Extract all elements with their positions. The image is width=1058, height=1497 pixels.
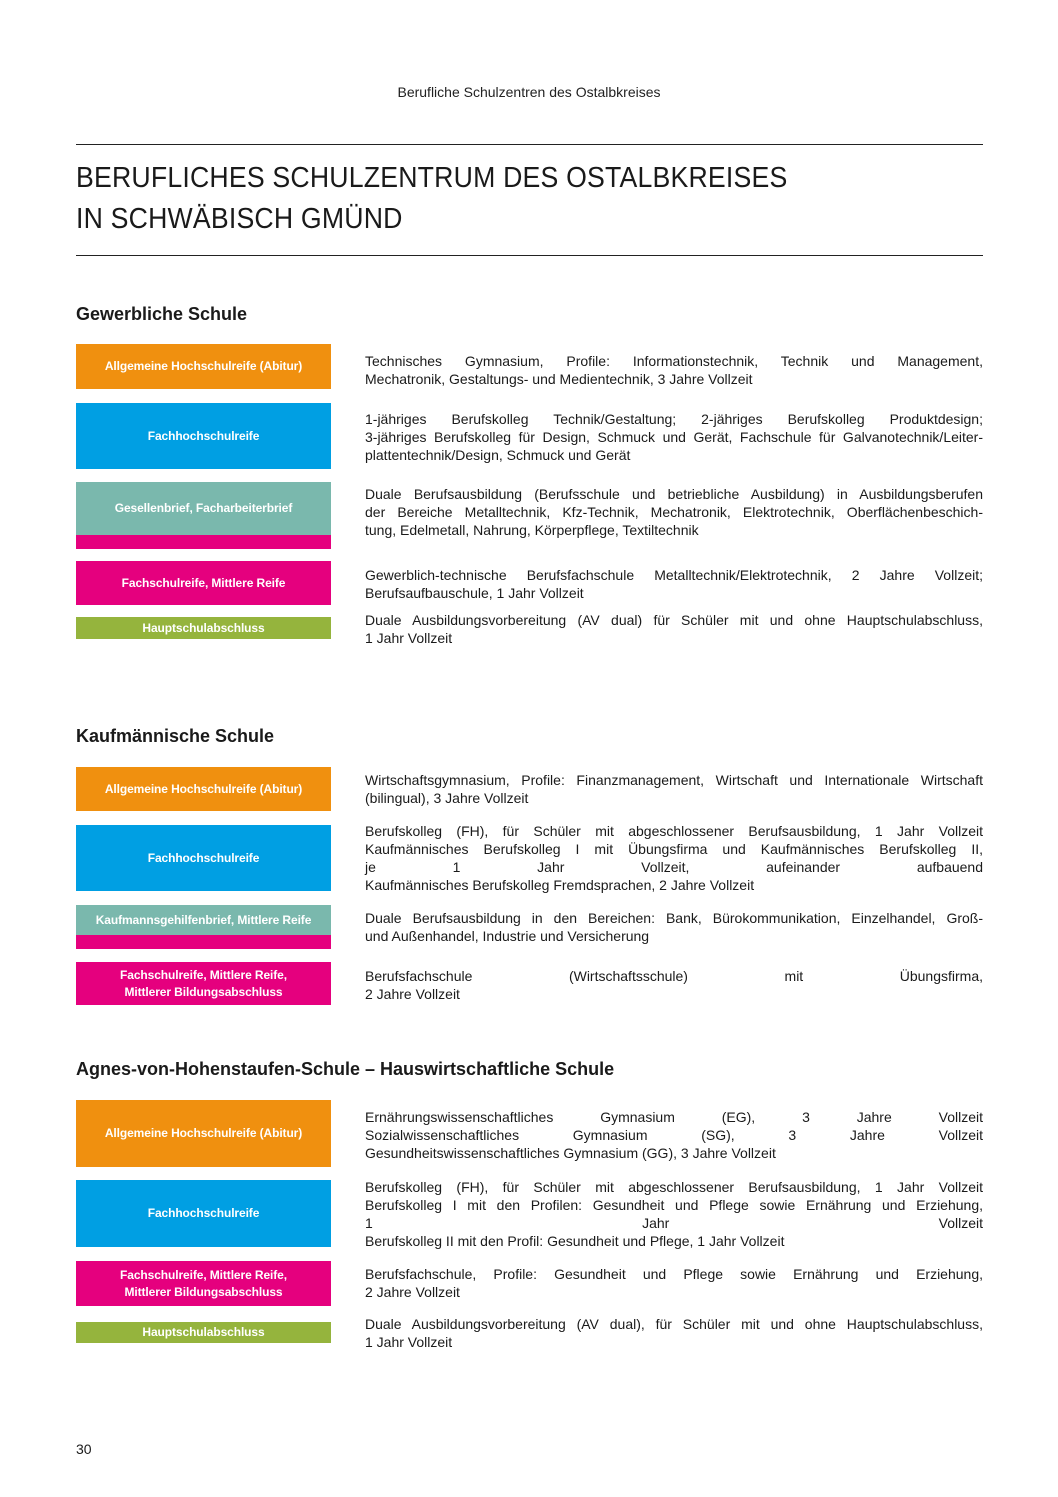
program-description-line: Berufsfachschule (Wirtschaftsschule) mit Übungsfirma,: [365, 968, 983, 984]
qualification-badge: [76, 482, 331, 549]
program-description-line: 3-jähriges Berufskolleg für Design, Schmuck und Gerät, Fachschule für Galvanotechnik/Leiter-: [365, 429, 983, 445]
program-description-line: Berufskolleg (FH), für Schüler mit abgeschlossener Berufsausbildung, 1 Jahr Vollzeit: [365, 823, 983, 839]
program-description: [365, 611, 983, 647]
program-description-line: 1 Jahr Vollzeit: [365, 1215, 983, 1231]
program-description: [365, 1178, 983, 1250]
qualification-badge: [76, 561, 331, 605]
program-description-line: Gewerblich-technische Berufsfachschule Metalltechnik/Elektrotechnik, 2 Jahre Vollzeit;: [365, 567, 983, 583]
title-rule-top: [76, 144, 983, 145]
qualification-badge: [76, 1180, 331, 1247]
qualification-badge-label: Allgemeine Hochschulreife (Abitur): [104, 781, 303, 796]
program-description: [365, 1108, 983, 1162]
qualification-badge: [76, 825, 331, 891]
qualification-badge: [76, 1100, 331, 1167]
page-title-line-2: IN SCHWÄBISCH GMÜND: [76, 203, 403, 235]
section-heading: Gewerbliche Schule: [76, 304, 248, 324]
qualification-badge-label: Fachschulreife, Mittlere Reife,: [120, 1267, 287, 1282]
qualification-badge-label: Mittlerer Bildungsabschluss: [124, 1284, 283, 1299]
program-description: [365, 771, 983, 807]
qualification-badge-label: Fachhochschulreife: [147, 850, 260, 865]
program-description-line: Sozialwissenschaftliches Gymnasium (SG), 3 Jahre Vollzeit: [365, 1127, 983, 1143]
program-description-line: 2 Jahre Vollzeit: [365, 986, 460, 1002]
section-heading: Kaufmännische Schule: [76, 726, 275, 746]
program-description: [365, 1265, 983, 1301]
program-description-line: 2 Jahre Vollzeit: [365, 1284, 460, 1300]
title-rule-bottom: [76, 255, 983, 256]
qualification-badge: [76, 1322, 331, 1343]
qualification-badge: [76, 344, 331, 389]
program-description: [365, 822, 983, 894]
program-description-line: Technisches Gymnasium, Profile: Informationstechnik, Technik und Management,: [365, 353, 983, 369]
program-description-line: Kaufmännisches Berufskolleg Fremdsprachen, 2 Jahre Vollzeit: [365, 877, 755, 893]
program-description-line: (bilingual), 3 Jahre Vollzeit: [365, 790, 529, 806]
program-description-line: Berufskolleg (FH), für Schüler mit abgeschlossener Berufsausbildung, 1 Jahr Vollzeit: [365, 1179, 983, 1195]
program-description: [365, 352, 983, 388]
qualification-badge: [76, 617, 331, 639]
program-description-line: je 1 Jahr Vollzeit, aufeinander aufbauend: [365, 859, 983, 875]
qualification-badge-label: Fachhochschulreife: [147, 428, 260, 443]
program-description: [365, 410, 983, 464]
program-description-line: Duale Berufsausbildung in den Bereichen: Bank, Bürokommunikation, Einzelhandel, Groß-: [365, 910, 983, 926]
qualification-badge-label: Kaufmannsgehilfenbrief, Mittlere Reife: [95, 912, 312, 927]
qualification-badge-label: Fachschulreife, Mittlere Reife,: [120, 967, 287, 982]
program-description-line: Berufskolleg I mit den Profilen: Gesundheit und Pflege sowie Ernährung und Erziehung,: [365, 1197, 983, 1213]
program-description-line: Berufskolleg II mit den Profil: Gesundheit und Pflege, 1 Jahr Vollzeit: [365, 1233, 785, 1249]
program-description-line: Berufsaufbauschule, 1 Jahr Vollzeit: [365, 585, 584, 601]
program-description: [365, 967, 983, 1003]
program-description-line: Berufsfachschule, Profile: Gesundheit und Pflege sowie Ernährung und Erziehung,: [365, 1266, 983, 1282]
program-description-line: Mechatronik, Gestaltungs- und Medientechnik, 3 Jahre Vollzeit: [365, 371, 753, 387]
section-heading: Agnes-von-Hohenstaufen-Schule – Hauswirtschaftliche Schule: [76, 1059, 615, 1079]
program-description-line: Ernährungswissenschaftliches Gymnasium (EG), 3 Jahre Vollzeit: [365, 1109, 983, 1125]
program-description-line: der Bereiche Metalltechnik, Kfz-Technik, Mechatronik, Elektrotechnik, Oberflächenbeschich-: [365, 504, 983, 520]
program-description: [365, 1315, 983, 1351]
badge-accent-stripe: [76, 535, 331, 549]
program-description-line: 1-jähriges Berufskolleg Technik/Gestaltung; 2-jähriges Berufskolleg Produktdesign;: [365, 411, 983, 427]
program-description-line: 1 Jahr Vollzeit: [365, 630, 453, 646]
qualification-badge-label: Fachhochschulreife: [147, 1206, 260, 1220]
qualification-badge-label: Hauptschulabschluss: [142, 1325, 265, 1339]
program-description: [365, 566, 983, 602]
qualification-badge-label: Gesellenbrief, Facharbeiterbrief: [114, 501, 293, 515]
program-description-line: 1 Jahr Vollzeit: [365, 1334, 453, 1350]
program-description-line: Kaufmännisches Berufskolleg I mit Übungsfirma und Kaufmännisches Berufskolleg II,: [365, 841, 983, 857]
qualification-badge: [76, 1261, 331, 1306]
page-title: [76, 158, 910, 240]
qualification-badge-label: Mittlerer Bildungsabschluss: [124, 984, 283, 999]
program-description-line: Wirtschaftsgymnasium, Profile: Finanzmanagement, Wirtschaft und Internationale Wirtschaft: [365, 772, 983, 788]
qualification-badge-label: Allgemeine Hochschulreife (Abitur): [104, 359, 303, 373]
program-description: [365, 909, 983, 945]
program-description-line: Gesundheitswissenschaftliches Gymnasium (GG), 3 Jahre Vollzeit: [365, 1145, 776, 1161]
qualification-badge: [76, 905, 331, 949]
running-title: Berufliche Schulzentren des Ostalbkreises: [397, 84, 661, 100]
qualification-badge-label: Hauptschulabschluss: [142, 620, 265, 635]
program-description-line: Duale Ausbildungsvorbereitung (AV dual) für Schüler mit und ohne Hauptschulabschluss,: [365, 612, 983, 628]
page-number: 30: [76, 1441, 92, 1457]
qualification-badge: [76, 962, 331, 1005]
qualification-badge: [76, 403, 331, 469]
program-description-line: Duale Ausbildungsvorbereitung (AV dual), für Schüler mit und ohne Hauptschulabschluss,: [365, 1316, 983, 1332]
qualification-badge-label: Fachschulreife, Mittlere Reife: [121, 575, 286, 590]
program-description-line: und Außenhandel, Industrie und Versicherung: [365, 928, 650, 944]
program-description-line: plattentechnik/Design, Schmuck und Gerät: [365, 447, 631, 463]
badge-accent-stripe: [76, 935, 331, 949]
page-title-line-1: BERUFLICHES SCHULZENTRUM DES OSTALBKREISES: [76, 162, 788, 194]
qualification-badge: [76, 767, 331, 811]
program-description-line: tung, Edelmetall, Nahrung, Körperpflege, Textiltechnik: [365, 522, 699, 538]
qualification-badge-label: Allgemeine Hochschulreife (Abitur): [104, 1126, 303, 1140]
program-description: [365, 485, 983, 539]
program-description-line: Duale Berufsausbildung (Berufsschule und betriebliche Ausbildung) in Ausbildungsberufen: [365, 486, 983, 502]
